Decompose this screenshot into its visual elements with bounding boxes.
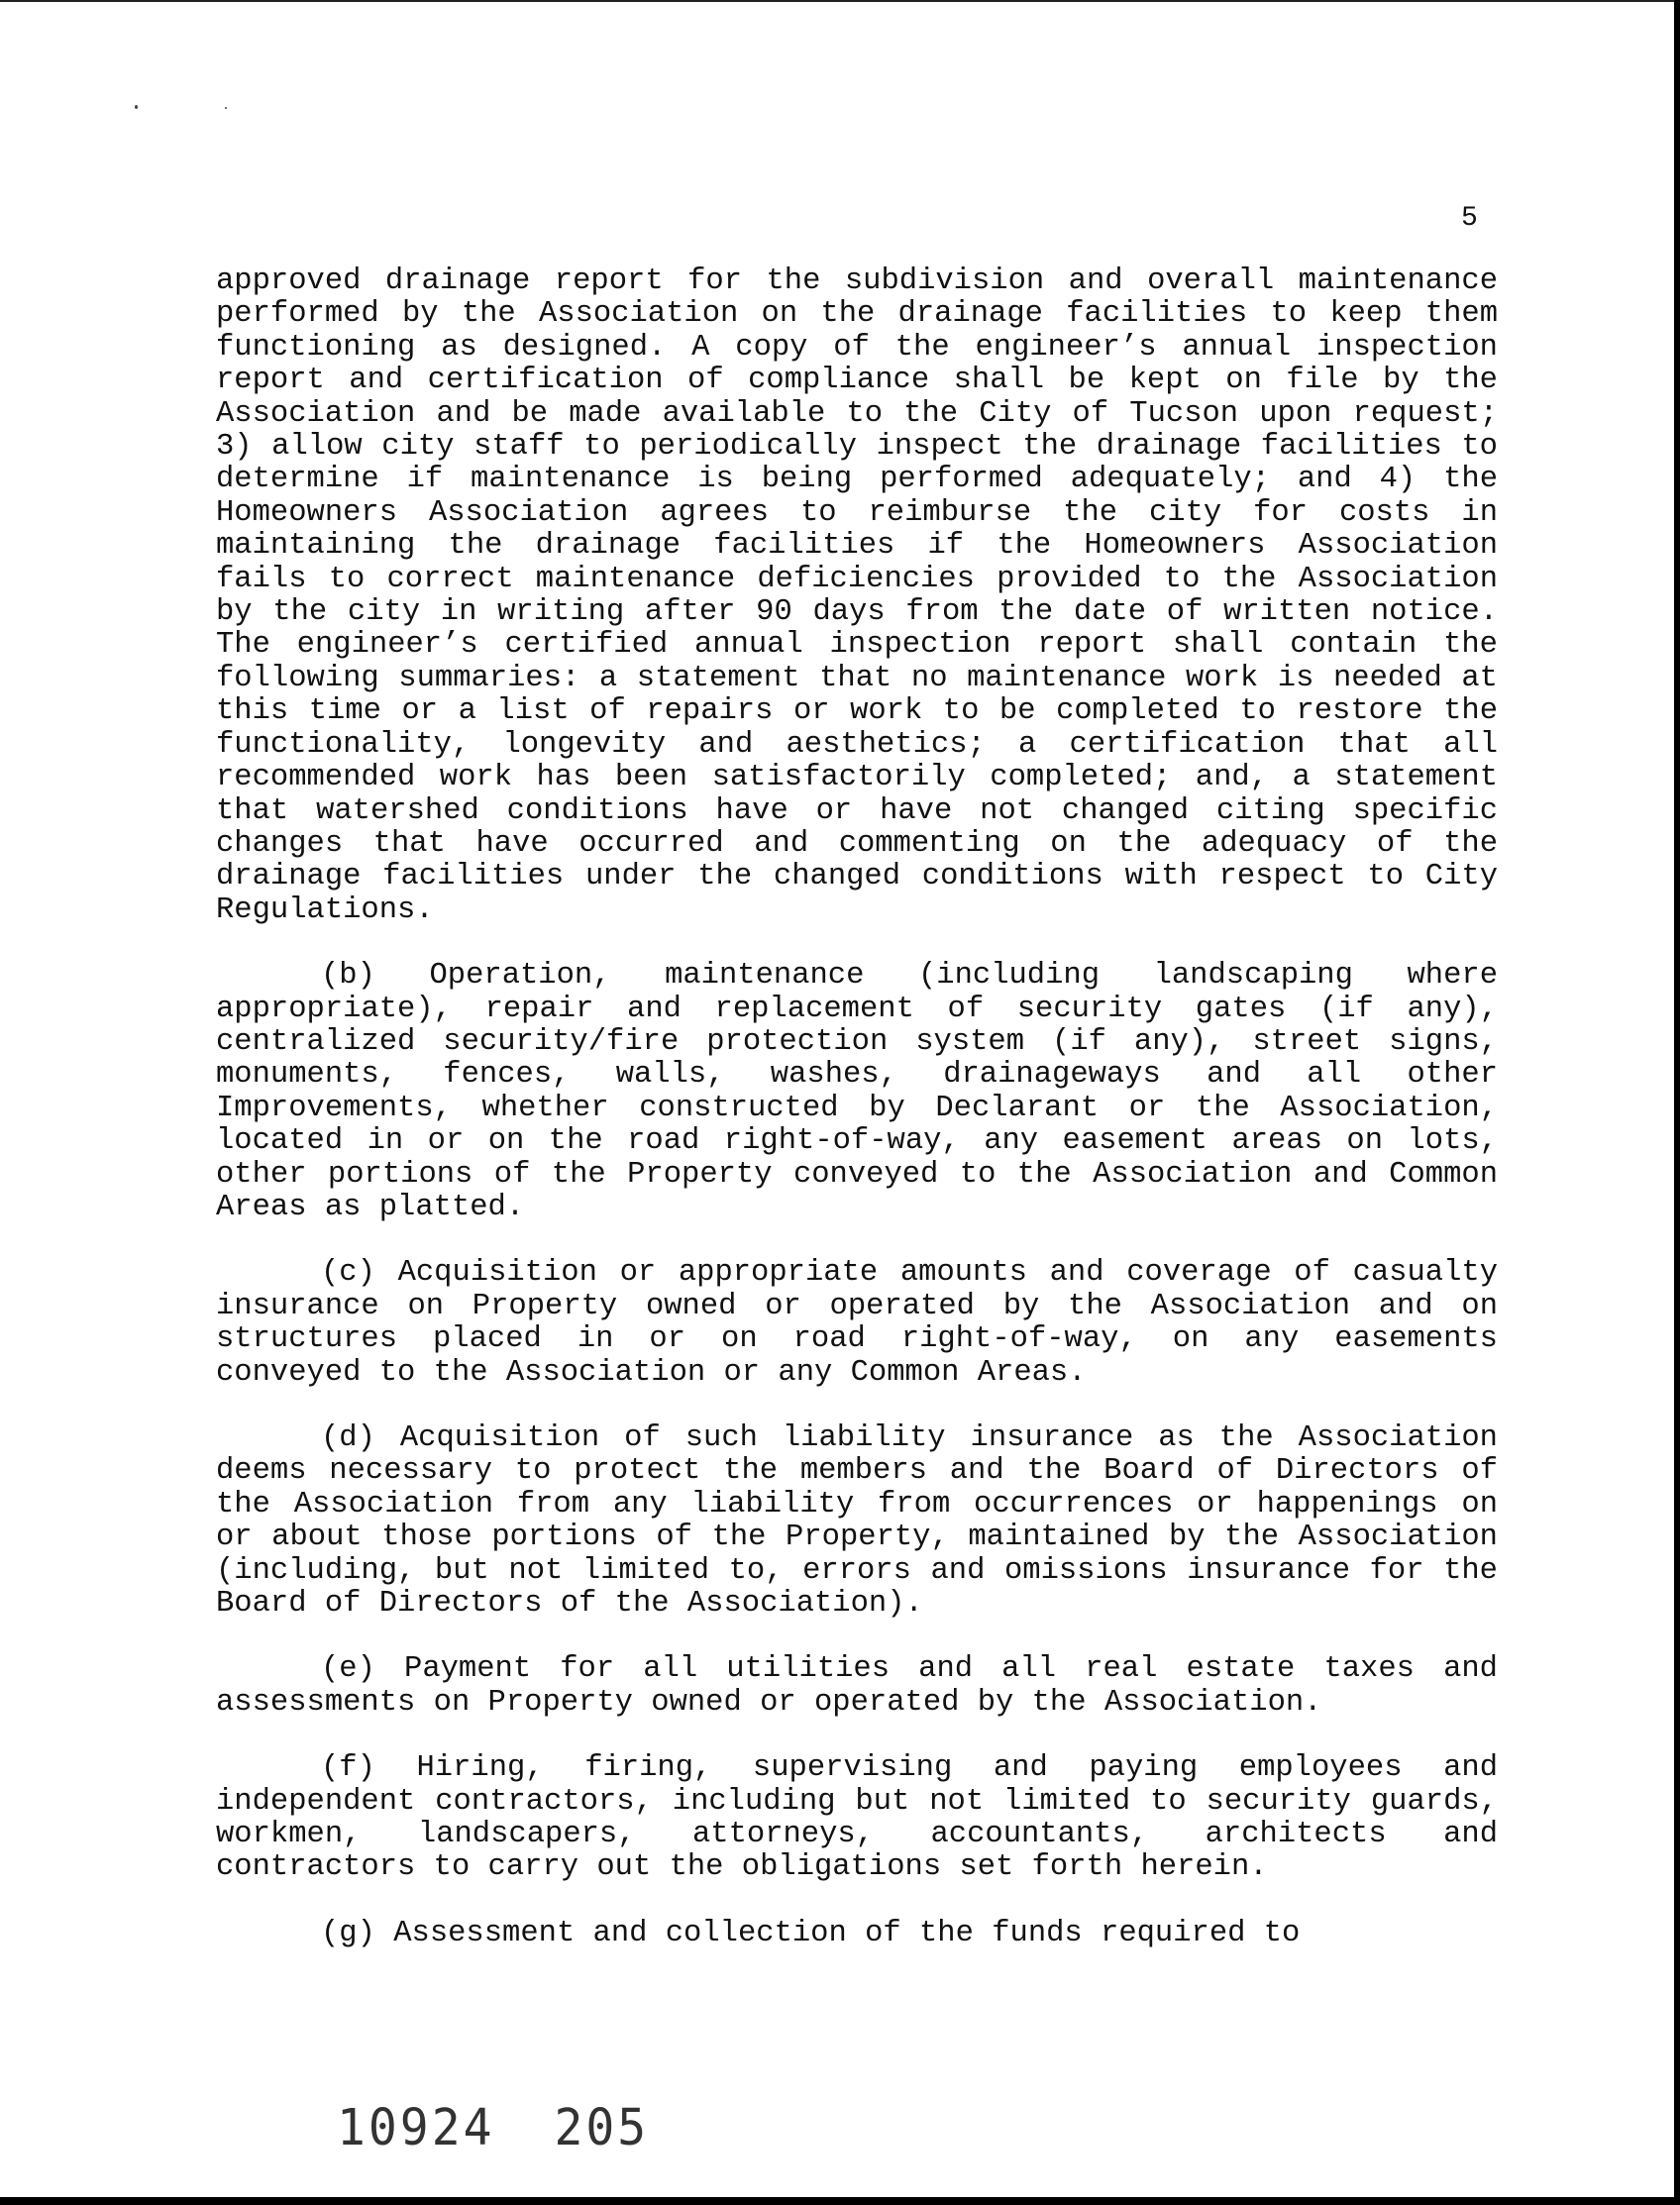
document-body — [216, 265, 1498, 1983]
scan-border-top — [0, 0, 1680, 2]
scan-border-bottom — [0, 2197, 1680, 2205]
docket-number: 10924 — [337, 2098, 495, 2157]
paragraph-c: (c) Acquisition or appropriate amounts and coverage of casualty insurance on Property owned or operated by the Association and on structures placed in or on road right-of-way, on any easements conveyed to the Association or any Common Areas. — [216, 1256, 1498, 1390]
scan-speck — [225, 107, 227, 109]
scan-border-right — [1674, 0, 1680, 2205]
paragraph-continuation: approved drainage report for the subdivision and overall maintenance performed by the Association on the drainage facilities to keep them functioning as designed. A copy of the engineer’s annual inspection report and certification of compliance shall be kept on file by the Association and be made available to the City of Tucson upon request; 3) allow city staff to periodically inspect the drainage facilities to determine if maintenance is being performed adequately; and 4) the Homeowners Association agrees to reimburse the city for costs in maintaining the drainage facilities if the Homeowners Association fails to correct maintenance deficiencies provided to the Association by the city in writing after 90 days from the date of written notice. The engineer’s certified annual inspection report shall contain the following summaries: a statement that no maintenance work is needed at this time or a list of repairs or work to be completed to restore the functionality, longevity and aesthetics; a certification that all recommended work has been satisfactorily completed; and, a statement that watershed conditions have or have not changed citing specific changes that have occurred and commenting on the adequacy of the drainage facilities under the changed conditions with respect to City Regulations. — [216, 264, 1498, 927]
recording-page-number: 205 — [554, 2098, 650, 2157]
paragraph-f: (f) Hiring, firing, supervising and paying employees and independent contractors, including but not limited to security guards, workmen, landscapers, attorneys, accountants, architects and contractors to carry out the obligations set forth herein. — [216, 1751, 1498, 1885]
paragraph-d: (d) Acquisition of such liability insurance as the Association deems necessary to protect the members and the Board of Directors of the Association from any liability from occurrences or happenings on or about those portions of the Property, maintained by the Association (including, but not limited to, errors and omissions insurance for the Board of Directors of the Association). — [216, 1421, 1498, 1622]
page-number: 5 — [1461, 203, 1478, 234]
recording-stamp — [337, 2098, 650, 2157]
scan-speck — [135, 105, 138, 109]
paragraph-g: (g) Assessment and collection of the funds required to — [321, 1916, 1301, 1950]
paragraph-b: (b) Operation, maintenance (including landscaping where appropriate), repair and replacement of security gates (if any), centralized security/fire protection system (if any), street signs, monuments, fences, walls, washes, drainageways and all other Improvements, whether constructed by Declarant or the Association, located in or on the road right-of-way, any easement areas on lots, other portions of the Property conveyed to the Association and Common Areas as platted. — [216, 959, 1498, 1224]
paragraph-e: (e) Payment for all utilities and all real estate taxes and assessments on Property owned or operated by the Association. — [216, 1652, 1498, 1720]
